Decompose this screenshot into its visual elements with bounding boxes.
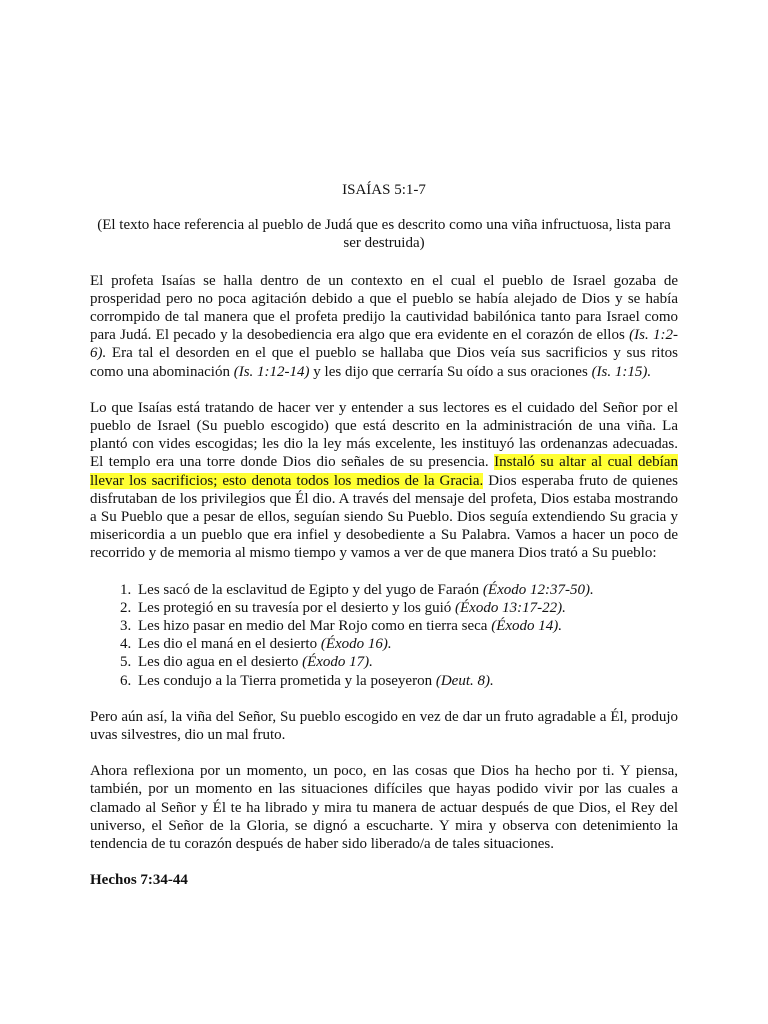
paragraph-reflection: Ahora reflexiona por un momento, un poco, en las cosas que Dios ha hecho por ti. Y piensa, también, por un momento en las situaciones difíciles que hayas podido vivir por las cuales a clamado al Señor y Él te ha librado y mira tu manera de actuar después de que Dios, el Rey del universo, el Señor de la Gloria, se dignó a escucharte. Y mira y observa con detenimiento la tendencia de tu corazón después de haber sido liberado/a de tales situaciones. [90, 763, 678, 853]
document-title: ISAÍAS 5:1-7 [342, 182, 426, 198]
paragraph-text: Era tal el desorden en el que el pueblo se hallaba que Dios veía sus sacrificios y sus ritos como una abominación [90, 345, 678, 380]
scripture-reference: (Éxodo 14). [491, 618, 563, 635]
paragraph-text: Lo que Isaías está tratando de hacer ver y entender a sus lectores es el cuidado del Señor por el pueblo de Israel (Su pueblo escogido) que está descrito en la administración de una viña. La plantó con vides escogidas; les dio la ley más excelente, les instituyó las ordenanzas adecuadas. El templo era una torre donde Dios dio señales de su presencia. [90, 399, 678, 471]
scripture-reference: (Deut. 8). [435, 672, 494, 689]
list-item [135, 581, 678, 599]
section-heading: Hechos 7:34-44 [90, 872, 188, 889]
paragraph-context [90, 272, 678, 381]
list-item-text: Les protegió en su travesía por el desierto y los guió [138, 599, 456, 616]
paragraph-wild-grapes: Pero aún así, la viña del Señor, Su pueblo escogido en vez de dar un fruto agradable a Él, produjo uvas silvestres, dio un mal fruto. [90, 708, 678, 744]
scripture-reference: (Is. 1:12-14) [233, 363, 310, 380]
list-item-text: Les sacó de la esclavitud de Egipto y del yugo de Faraón [138, 581, 483, 598]
paragraph-text: y les dijo que cerraría Su oído a sus oraciones [309, 363, 592, 380]
list-item-text: Les dio el maná en el desierto [138, 636, 321, 653]
numbered-list [90, 581, 678, 690]
paragraph-text: Dios esperaba fruto de quienes disfrutaban de los privilegios que Él dio. A través del mensaje del profeta, Dios estaba mostrando a Su Pueblo que a pesar de ellos, seguían siendo Su Pueblo. Dios seguía extendiendo Su gracia y misericordia a un pueblo que era infiel y desobediente a Su Palabra. Vamos a hacer un poco de recorrido y de memoria al mismo tiempo y vamos a ver de que manera Dios trató a Su pueblo: [90, 472, 678, 562]
list-item [135, 599, 678, 617]
scripture-reference: (Éxodo 12:37-50). [482, 581, 594, 598]
paragraph-vineyard [90, 399, 678, 563]
scripture-reference: (Éxodo 16). [320, 636, 392, 653]
scripture-reference: (Éxodo 13:17-22). [455, 599, 566, 616]
document-subtitle: (El texto hace referencia al pueblo de Judá que es descrito como una viña infructuosa, lista para ser destruida) [97, 217, 671, 252]
list-item [135, 653, 678, 671]
list-item [135, 635, 678, 653]
list-item [135, 672, 678, 690]
highlighted-text: Instaló su altar al cual debían llevar los sacrificios; esto denota todos los medios de la Gracia. [90, 454, 678, 489]
scripture-reference: (Is. 1:2-6). [90, 327, 678, 362]
scripture-reference: (Éxodo 17). [302, 654, 373, 671]
list-item-text: Les condujo a la Tierra prometida y la poseyeron [138, 672, 436, 689]
scripture-reference: (Is. 1:15). [591, 363, 652, 380]
list-item [135, 617, 678, 635]
list-item-text: Les hizo pasar en medio del Mar Rojo como en tierra seca [138, 618, 492, 635]
list-item-text: Les dio agua en el desierto [138, 654, 303, 671]
paragraph-text: El profeta Isaías se halla dentro de un contexto en el cual el pueblo de Israel gozaba de prosperidad pero no poca agitación debido a que el pueblo se había alejado de Dios y se había corrompido de tal manera que el profeta predijo la cautividad babilónica tanto para Israel como para Judá. El pecado y la desobediencia era algo que era evidente en el corazón de ellos [90, 272, 678, 344]
